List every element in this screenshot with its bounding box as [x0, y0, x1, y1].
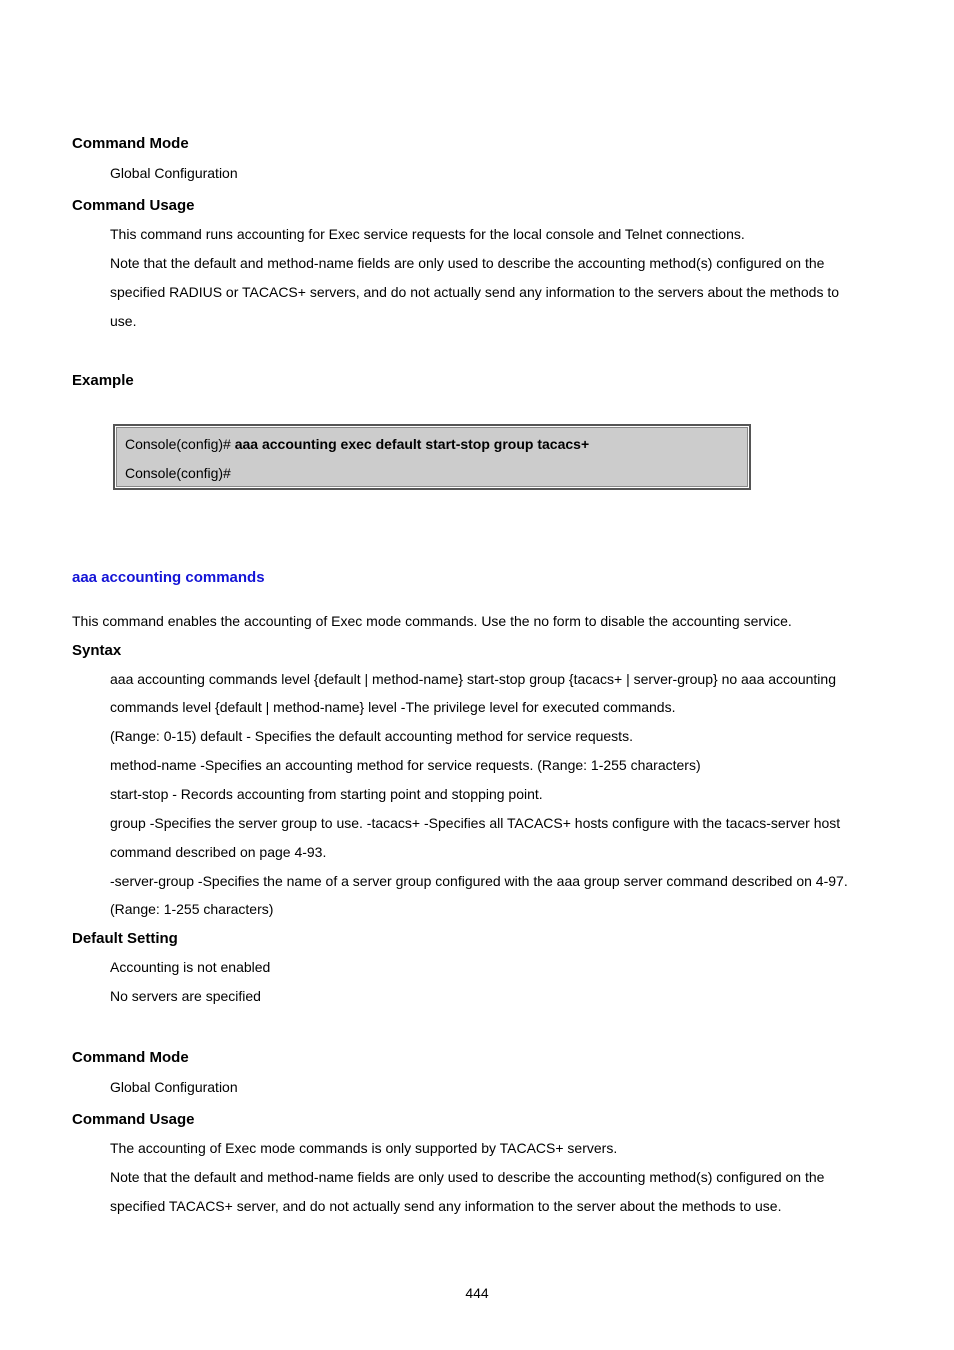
syntax-line: command described on page 4-93.: [110, 844, 327, 860]
usage-line: Note that the default and method-name fields are only used to describe the accounting method(s) configured on the: [110, 255, 825, 271]
default-line: No servers are specified: [110, 988, 261, 1004]
default-setting-heading: Default Setting: [72, 930, 178, 947]
usage-line: specified RADIUS or TACACS+ servers, and do not actually send any information to the servers about the methods to: [110, 284, 840, 300]
page-number: 444: [465, 1285, 489, 1301]
usage-line: specified TACACS+ server, and do not actually send any information to the server about the methods to use.: [110, 1198, 782, 1214]
usage-line: Note that the default and method-name fields are only used to describe the accounting method(s) configured on the: [110, 1169, 825, 1185]
default-line: Accounting is not enabled: [110, 959, 271, 975]
section-intro: This command enables the accounting of Exec mode commands. Use the no form to disable the accounting service.: [72, 613, 792, 629]
command-mode-heading: Command Mode: [72, 135, 189, 152]
aaa-accounting-commands-link[interactable]: aaa accounting commands: [72, 569, 265, 586]
syntax-line: group -Specifies the server group to use. -tacacs+ -Specifies all TACACS+ hosts configure with the tacacs-server host: [110, 815, 841, 831]
syntax-line: commands level {default | method-name} level -The privilege level for executed commands.: [110, 699, 676, 715]
syntax-line: -server-group -Specifies the name of a server group configured with the aaa group server command described on 4-97.: [110, 873, 848, 889]
command-usage-heading: Command Usage: [72, 197, 195, 214]
example-heading: Example: [72, 372, 134, 389]
code-command: aaa accounting exec default start-stop group tacacs+: [234, 436, 590, 452]
command-mode-heading-2: Command Mode: [72, 1049, 189, 1066]
code-prompt: Console(config)#: [125, 436, 235, 452]
command-mode-text-2: Global Configuration: [110, 1079, 238, 1095]
syntax-line: aaa accounting commands level {default | method-name} start-stop group {tacacs+ | server-group} no aaa accounting: [110, 671, 836, 687]
example-code-block: [113, 424, 751, 490]
code-line-1: [125, 435, 589, 453]
usage-line: The accounting of Exec mode commands is only supported by TACACS+ servers.: [110, 1140, 618, 1156]
syntax-line: method-name -Specifies an accounting method for service requests. (Range: 1-255 characters): [110, 757, 701, 773]
syntax-line: start-stop - Records accounting from starting point and stopping point.: [110, 786, 543, 802]
command-mode-text: Global Configuration: [110, 165, 238, 181]
usage-line: use.: [110, 313, 137, 329]
code-line-2: Console(config)#: [125, 465, 231, 481]
usage-line: This command runs accounting for Exec service requests for the local console and Telnet connections.: [110, 226, 745, 242]
syntax-heading: Syntax: [72, 642, 122, 659]
syntax-line: (Range: 0-15) default - Specifies the default accounting method for service requests.: [110, 728, 633, 744]
syntax-line: (Range: 1-255 characters): [110, 901, 274, 917]
command-usage-heading-2: Command Usage: [72, 1111, 195, 1128]
